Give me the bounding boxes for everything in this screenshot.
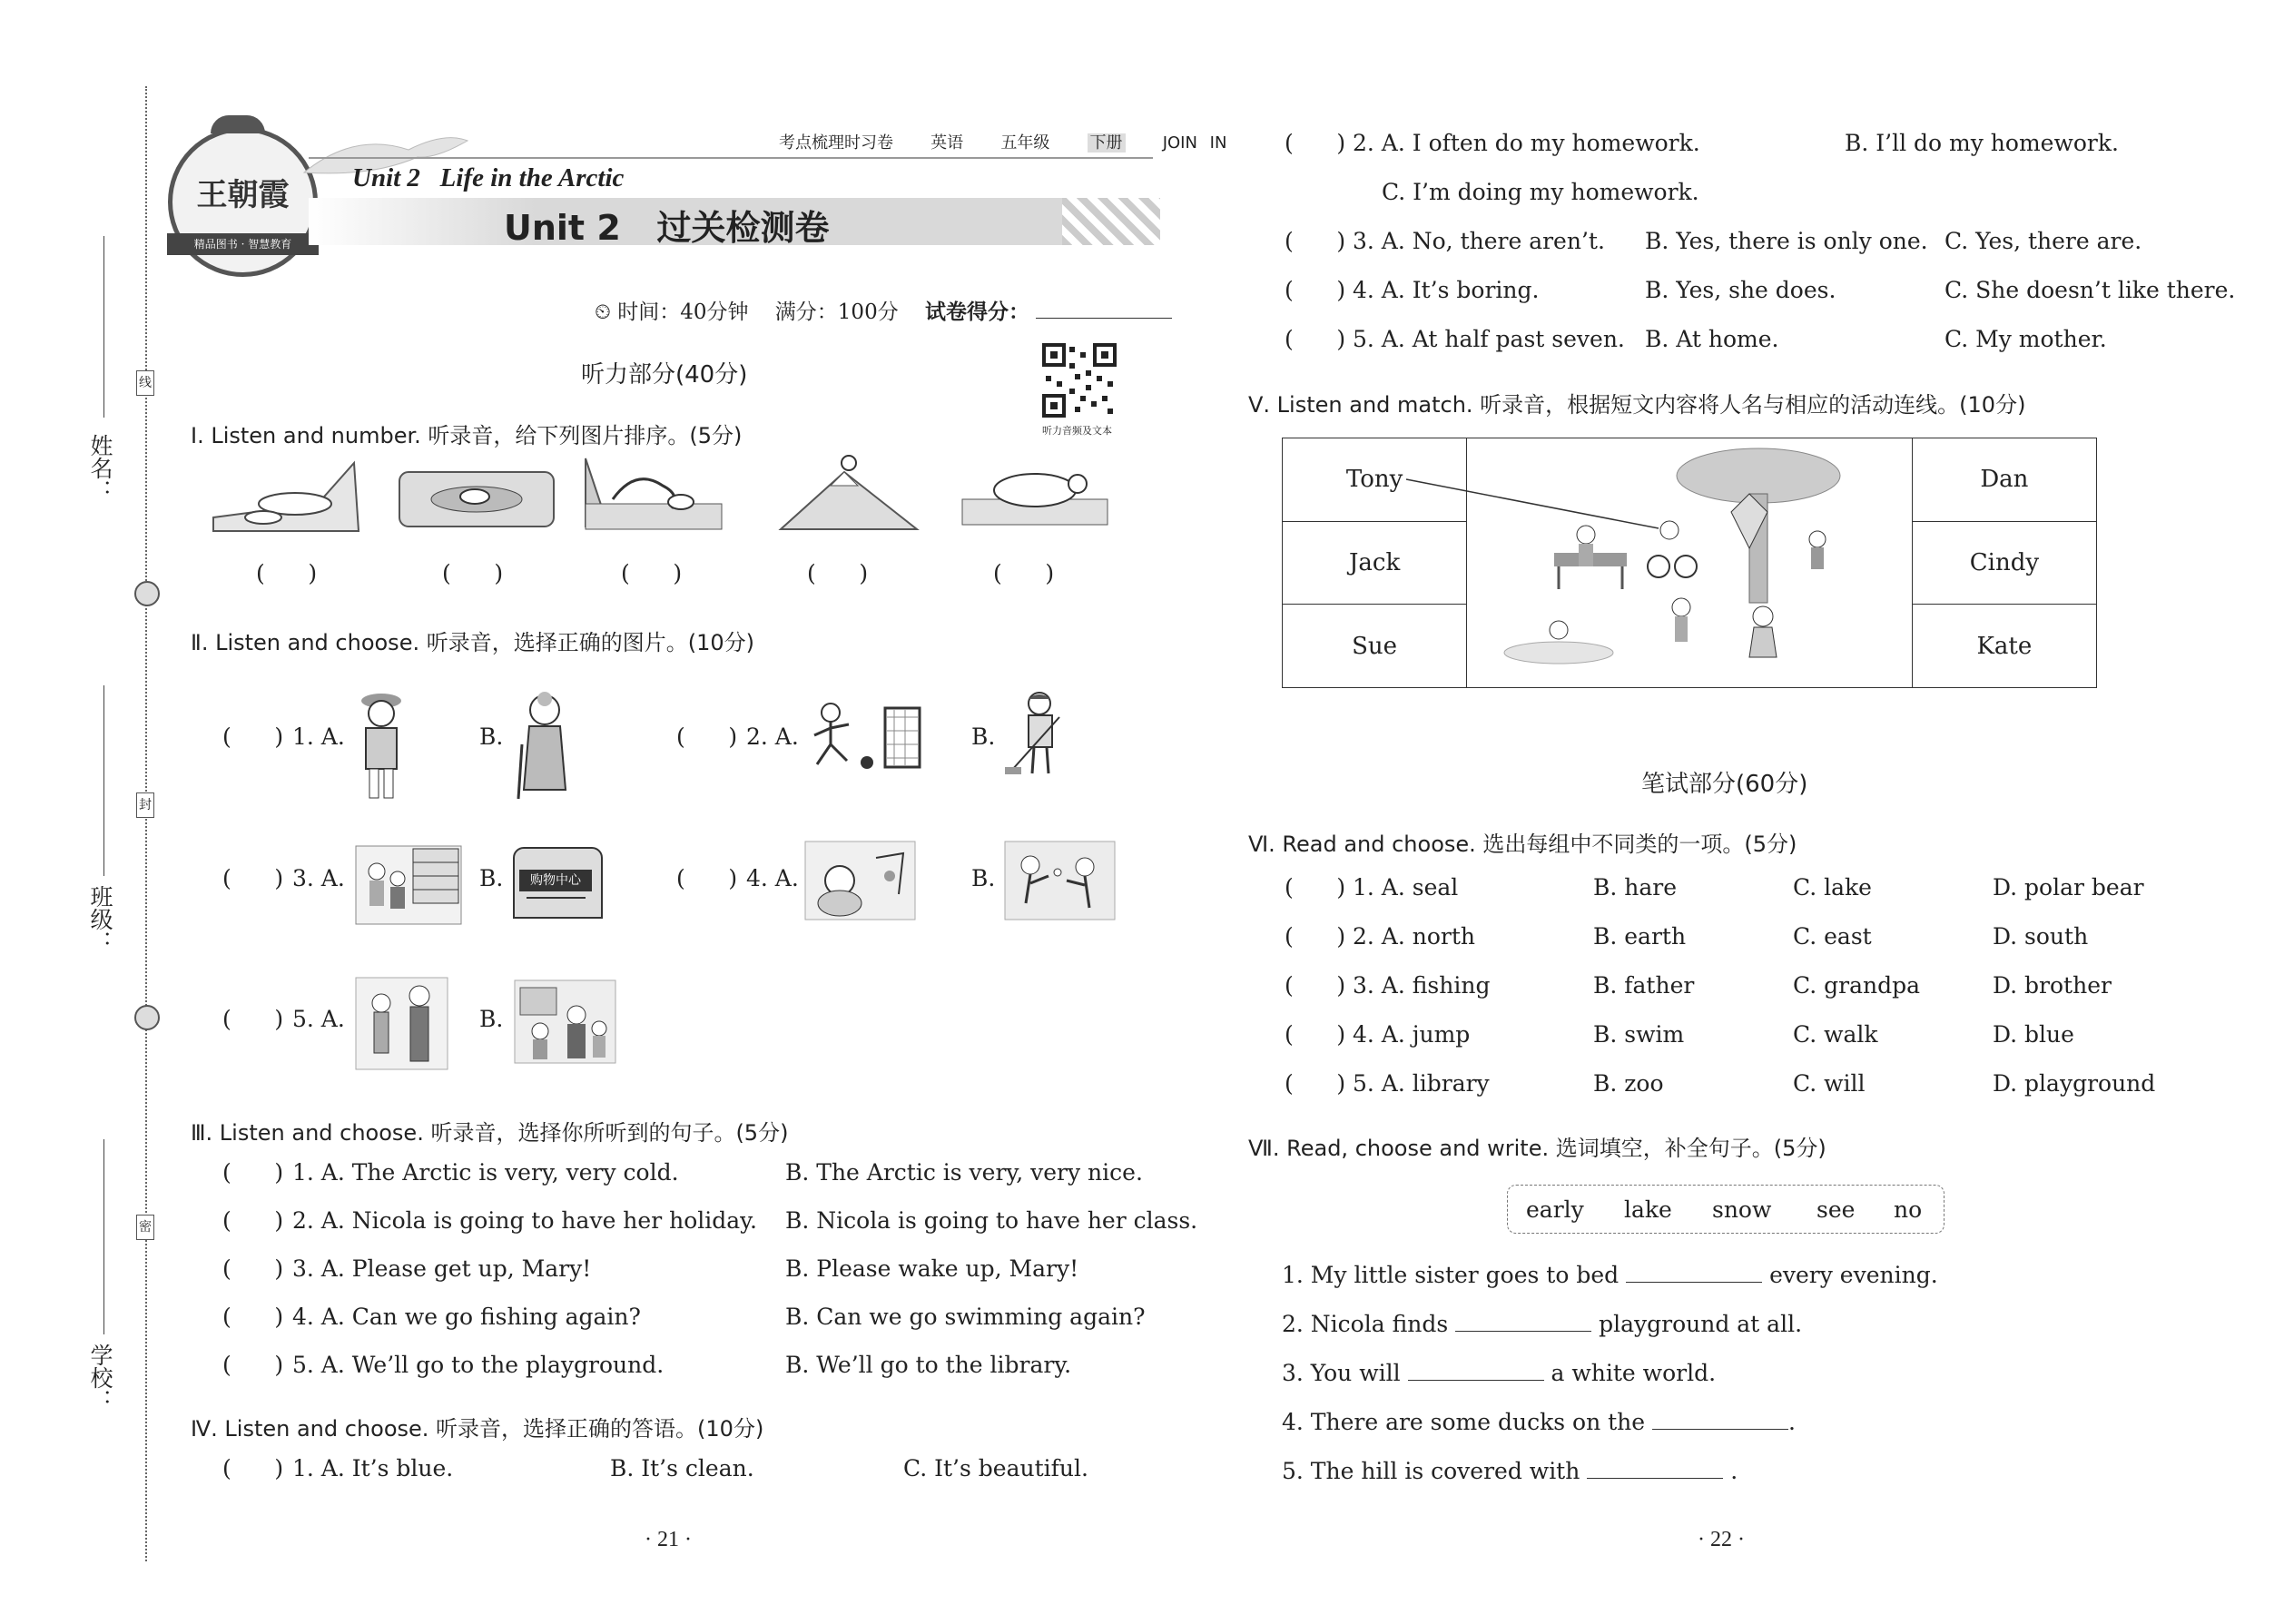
family-indoor-icon <box>513 979 617 1065</box>
sentence-text: 5. The hill is covered with <box>1282 1458 1580 1484</box>
sentence-text: . <box>1730 1458 1738 1484</box>
section6-option-b: B. swim <box>1593 1021 1685 1048</box>
section6-option-a: 3. A. fishing <box>1353 972 1491 999</box>
section6-bracket[interactable]: ( ) <box>1285 1021 1346 1048</box>
seal-on-ice-icon <box>209 454 363 536</box>
section4-option-c: C. It’s beautiful. <box>903 1455 1088 1481</box>
section2-b-2: B. <box>971 723 996 750</box>
section1-bracket-2[interactable]: ( ) <box>442 560 504 586</box>
section3-option-b: B. We’ll go to the library. <box>785 1352 1072 1378</box>
section6-bracket[interactable]: ( ) <box>1285 1070 1346 1097</box>
section4-bracket[interactable]: ( ) <box>1285 130 1346 156</box>
section1-bracket-1[interactable]: ( ) <box>256 560 318 586</box>
match-name-kate[interactable]: Kate <box>1912 605 2096 688</box>
binding-mark-xian: 线 <box>136 370 154 396</box>
section4-bracket[interactable]: ( ) <box>1285 277 1346 303</box>
seal-diving-icon <box>581 449 726 536</box>
qr-code[interactable] <box>1042 343 1117 438</box>
class-line <box>103 685 104 876</box>
section2-b-4: B. <box>971 865 996 891</box>
section3-bracket[interactable]: ( ) <box>222 1207 284 1234</box>
section6-option-a: 2. A. north <box>1353 923 1475 950</box>
answer-blank[interactable] <box>1626 1262 1762 1283</box>
header-meta-subject: 英语 <box>930 133 964 153</box>
word-bank-item: see <box>1816 1196 1856 1223</box>
section3-option-a: 3. A. Please get up, Mary! <box>292 1255 592 1282</box>
section2-b-1: B. <box>479 723 504 750</box>
writing-title: 笔试部分(60分) <box>1641 771 1808 798</box>
section2-num-5: 5. A. <box>292 1006 345 1032</box>
section6-option-d: D. polar bear <box>1993 874 2144 901</box>
section3-option-b: B. Can we go swimming again? <box>785 1304 1146 1330</box>
fill-sentence <box>1282 1409 1796 1435</box>
section6-bracket[interactable]: ( ) <box>1285 923 1346 950</box>
section2-bracket-2[interactable]: ( ) <box>676 723 738 750</box>
section4-option-b: B. It’s clean. <box>610 1455 754 1481</box>
section2-bracket-1[interactable]: ( ) <box>222 723 284 750</box>
section1-bracket-3[interactable]: ( ) <box>621 560 683 586</box>
name-line <box>103 236 104 418</box>
section6-option-c: C. east <box>1793 923 1872 950</box>
section3-option-b: B. Please wake up, Mary! <box>785 1255 1079 1282</box>
qr-code-icon <box>1042 343 1117 418</box>
section3-bracket[interactable]: ( ) <box>222 1255 284 1282</box>
publisher-logo <box>168 127 318 277</box>
section7-title: Ⅶ. Read, choose and write. 选词填空，补全句子。(5分) <box>1248 1136 1826 1161</box>
page-number-left: · 21 · <box>645 1528 692 1551</box>
sentence-text: 1. My little sister goes to bed <box>1282 1262 1620 1288</box>
binding-dotted-line <box>145 86 147 1561</box>
section3-option-a: 2. A. Nicola is going to have her holiday. <box>292 1207 757 1234</box>
title-band-pattern <box>1062 198 1160 245</box>
old-man-icon <box>350 690 413 803</box>
section4-option-c: C. She doesn’t like there. <box>1944 277 2236 303</box>
section4-option-a: 5. A. At half past seven. <box>1353 326 1625 352</box>
logo-ribbon: 精品图书 · 智慧教育 <box>167 233 319 255</box>
binding-hole-icon <box>134 1005 160 1030</box>
exam-info <box>595 295 1172 325</box>
page-number-right: · 22 · <box>1698 1528 1745 1551</box>
boy-playing-football-icon <box>803 699 921 772</box>
section3-title: Ⅲ. Listen and choose. 听录音，选择你所听到的句子。(5分) <box>191 1120 789 1146</box>
section6-option-d: D. playground <box>1993 1070 2156 1097</box>
seal-in-water-icon <box>395 458 558 531</box>
section4-option-b: B. Yes, there is only one. <box>1645 228 1928 254</box>
word-bank-item: snow <box>1712 1196 1772 1223</box>
section4-option-b: B. Yes, she does. <box>1645 277 1836 303</box>
section3-option-b: B. Nicola is going to have her class. <box>785 1207 1198 1234</box>
page-title: Unit 2 过关检测卷 <box>504 208 830 248</box>
section2-num-2: 2. A. <box>746 723 799 750</box>
section6-option-c: C. will <box>1793 1070 1866 1097</box>
school-label: 学校： <box>87 1343 113 1412</box>
section6-option-b: B. earth <box>1593 923 1687 950</box>
answer-blank[interactable] <box>1652 1409 1788 1430</box>
header-meta-grade: 五年级 <box>1000 133 1050 153</box>
fill-sentence <box>1282 1360 1716 1386</box>
section6-option-b: B. hare <box>1593 874 1678 901</box>
polar-bear-icon <box>958 458 1112 531</box>
section4-bracket[interactable]: ( ) <box>1285 326 1346 352</box>
section1-bracket-5[interactable]: ( ) <box>993 560 1055 586</box>
section3-option-a: 1. A. The Arctic is very, very cold. <box>292 1159 679 1186</box>
section6-option-a: 1. A. seal <box>1353 874 1459 901</box>
sentence-text: every evening. <box>1769 1262 1938 1288</box>
clock-icon: ⏲ <box>595 300 611 324</box>
bird-on-mountain-icon <box>776 449 921 536</box>
sentence-text: 3. You will <box>1282 1360 1401 1386</box>
section6-option-d: D. blue <box>1993 1021 2074 1048</box>
logo-crown-icon <box>211 115 265 133</box>
section6-option-c: C. grandpa <box>1793 972 1921 999</box>
section6-title: Ⅵ. Read and choose. 选出每组中不同类的一项。(5分) <box>1248 832 1797 857</box>
fill-sentence <box>1282 1458 1738 1484</box>
binding-mark-mi: 密 <box>136 1215 154 1240</box>
snowy-park-icon <box>803 840 917 921</box>
word-bank-item: lake <box>1624 1196 1672 1223</box>
sentence-text: 4. There are some ducks on the <box>1282 1409 1646 1435</box>
section2-bracket-3[interactable]: ( ) <box>222 865 284 891</box>
word-bank-item: no <box>1894 1196 1923 1223</box>
section1-title: Ⅰ. Listen and number. 听录音，给下列图片排序。(5分) <box>191 423 743 448</box>
section6-option-a: 5. A. library <box>1353 1070 1490 1097</box>
section2-num-3: 3. A. <box>292 865 345 891</box>
shopping-center-icon <box>508 842 604 920</box>
answer-blank[interactable] <box>1455 1311 1591 1332</box>
section4-bracket[interactable]: ( ) <box>1285 228 1346 254</box>
section3-bracket[interactable]: ( ) <box>222 1352 284 1378</box>
section6-option-c: C. lake <box>1793 874 1872 901</box>
section2-b-5: B. <box>479 1006 504 1032</box>
exam-full-score: 满分：100分 <box>774 300 899 324</box>
match-name-tony[interactable]: Tony <box>1283 438 1467 522</box>
section6-option-d: D. brother <box>1993 972 2112 999</box>
section4-option-b: B. At home. <box>1645 326 1779 352</box>
section4-option-c: C. I’m doing my homework. <box>1382 179 1699 205</box>
section4-option-a: 1. A. It’s blue. <box>292 1455 454 1481</box>
section2-title: Ⅱ. Listen and choose. 听录音，选择正确的图片。(10分) <box>191 630 754 655</box>
section2-b-3: B. <box>479 865 504 891</box>
section1-bracket-4[interactable]: ( ) <box>807 560 869 586</box>
class-label: 班级： <box>87 885 113 953</box>
school-line <box>103 1139 104 1334</box>
score-blank[interactable] <box>1036 298 1172 319</box>
word-bank <box>1507 1185 1944 1234</box>
qr-caption: 听力音频及文本 <box>1042 425 1112 437</box>
header-meta-book: 考点梳理时习卷 <box>779 133 893 153</box>
old-woman-icon <box>513 690 576 803</box>
section6-option-b: B. father <box>1593 972 1695 999</box>
family-walking-icon <box>354 976 449 1071</box>
answer-blank[interactable] <box>1587 1458 1723 1479</box>
section4-option-c: C. Yes, there are. <box>1944 228 2142 254</box>
section2-num-1: 1. A. <box>292 723 345 750</box>
match-name-cindy[interactable]: Cindy <box>1912 521 2096 605</box>
header-meta-series: JOIN IN <box>1162 133 1227 153</box>
section6-bracket[interactable]: ( ) <box>1285 972 1346 999</box>
section6-option-c: C. walk <box>1793 1021 1878 1048</box>
section4-option-c: C. My mother. <box>1944 326 2107 352</box>
section4-option-b: B. I’ll do my homework. <box>1845 130 2119 156</box>
name-label: 姓名： <box>87 434 113 502</box>
sentence-text: a white world. <box>1551 1360 1717 1386</box>
unit-subtitle: Unit 2 Life in the Arctic <box>352 163 625 192</box>
answer-blank[interactable] <box>1408 1360 1544 1381</box>
section4-bracket[interactable]: ( ) <box>222 1455 284 1481</box>
header-rule <box>309 157 1153 159</box>
sentence-text: . <box>1788 1409 1796 1435</box>
boy-sweeping-icon <box>1003 690 1076 781</box>
example-match-line <box>1403 472 1666 536</box>
section3-bracket[interactable]: ( ) <box>222 1304 284 1330</box>
shop-sign: 购物中心 <box>519 870 592 891</box>
sentence-text: 2. Nicola finds <box>1282 1311 1449 1337</box>
fill-sentence <box>1282 1262 1938 1288</box>
section5-title: Ⅴ. Listen and match. 听录音，根据短文内容将人名与相应的活动连线。(10分) <box>1248 392 2026 418</box>
section4-title: Ⅳ. Listen and choose. 听录音，选择正确的答语。(10分) <box>191 1416 764 1442</box>
section4-option-a: 4. A. It’s boring. <box>1353 277 1540 303</box>
binding-hole-icon <box>134 581 160 606</box>
section6-option-b: B. zoo <box>1593 1070 1664 1097</box>
section2-num-4: 4. A. <box>746 865 799 891</box>
section4-option-a: 2. A. I often do my homework. <box>1353 130 1700 156</box>
header-meta <box>779 130 1226 153</box>
section2-bracket-5[interactable]: ( ) <box>222 1006 284 1032</box>
match-name-dan[interactable]: Dan <box>1912 438 2096 522</box>
score-label: 试卷得分： <box>924 300 1029 324</box>
section6-bracket[interactable]: ( ) <box>1285 874 1346 901</box>
word-bank-item: early <box>1526 1196 1584 1223</box>
match-name-jack[interactable]: Jack <box>1283 521 1467 605</box>
section3-bracket[interactable]: ( ) <box>222 1159 284 1186</box>
header-meta-volume: 下册 <box>1088 133 1126 153</box>
match-name-sue[interactable]: Sue <box>1283 605 1467 688</box>
sentence-text: playground at all. <box>1599 1311 1803 1337</box>
section6-option-a: 4. A. jump <box>1353 1021 1471 1048</box>
library-scene-icon <box>354 844 463 926</box>
section4-option-a: 3. A. No, there aren’t. <box>1353 228 1605 254</box>
section6-option-d: D. south <box>1993 923 2089 950</box>
snow-fight-icon <box>1003 840 1117 921</box>
exam-time: 时间：40分钟 <box>617 300 749 324</box>
section3-option-a: 5. A. We’ll go to the playground. <box>292 1352 665 1378</box>
binding-mark-feng: 封 <box>136 792 154 818</box>
logo-text: 王朝霞 <box>196 177 290 213</box>
section3-option-a: 4. A. Can we go fishing again? <box>292 1304 641 1330</box>
section3-option-b: B. The Arctic is very, very nice. <box>785 1159 1143 1186</box>
listening-title: 听力部分(40分) <box>581 361 748 389</box>
section2-bracket-4[interactable]: ( ) <box>676 865 738 891</box>
fill-sentence <box>1282 1311 1802 1337</box>
